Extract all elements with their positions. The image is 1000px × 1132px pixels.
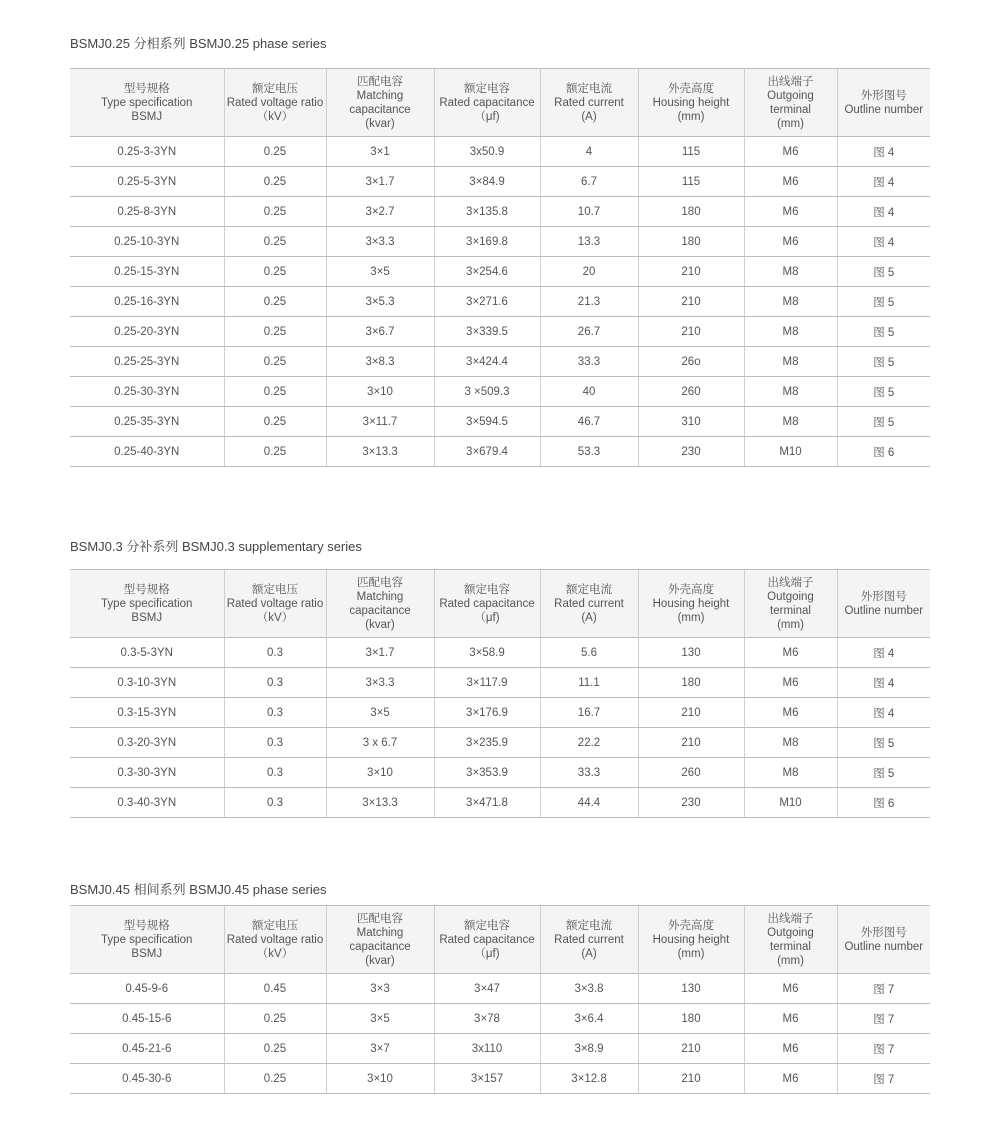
cell-housing-height: 130 (638, 974, 744, 1004)
header-line: 额定电压 (252, 583, 298, 596)
section-title: BSMJ0.45 相间系列 BSMJ0.45 phase series (70, 882, 327, 897)
header-line: 额定电容 (464, 82, 510, 95)
cell-rated-current: 3×8.9 (540, 1034, 638, 1064)
cell-outgoing-terminal: M8 (744, 758, 837, 788)
header-line: 额定电压 (252, 82, 298, 95)
table-row (70, 728, 930, 758)
header-line: （μf) (474, 611, 500, 624)
cell-matching-capacitance: 3×6.7 (326, 317, 434, 347)
header-rated-current (540, 906, 638, 974)
cell-matching-capacitance: 3×3.3 (326, 668, 434, 698)
cell-outline-number: 图 7 (837, 1034, 930, 1064)
cell-rated-current: 20 (540, 257, 638, 287)
header-line: (mm) (677, 611, 705, 624)
cell-outline-number: 图 5 (837, 407, 930, 437)
cell-outline-number: 图 4 (837, 227, 930, 257)
cell-matching-capacitance: 3×13.3 (326, 788, 434, 818)
header-line: (kvar) (365, 117, 395, 130)
cell-housing-height: 180 (638, 668, 744, 698)
cell-rated-current: 53.3 (540, 437, 638, 467)
cell-matching-capacitance: 3×5 (326, 698, 434, 728)
cell-matching-capacitance: 3×1 (326, 137, 434, 167)
table-row (70, 974, 930, 1004)
cell-matching-capacitance: 3×5.3 (326, 287, 434, 317)
spec-table (70, 905, 930, 1094)
header-line: 出线端子 (767, 912, 814, 925)
table-row (70, 227, 930, 257)
header-rated-capacitance (434, 906, 540, 974)
cell-type-specification: 0.25-10-3YN (70, 227, 224, 257)
header-line: Rated voltage ratio (226, 933, 324, 946)
header-line: Rated current (554, 597, 624, 610)
cell-outgoing-terminal: M6 (744, 1004, 837, 1034)
cell-rated-current: 21.3 (540, 287, 638, 317)
cell-housing-height: 260 (638, 758, 744, 788)
table-row (70, 1004, 930, 1034)
cell-outline-number: 图 6 (837, 437, 930, 467)
header-line: (mm) (777, 954, 804, 967)
header-line: 出线端子 (767, 75, 814, 88)
cell-rated-capacitance: 3x110 (434, 1034, 540, 1064)
cell-matching-capacitance: 3×3 (326, 974, 434, 1004)
cell-housing-height: 210 (638, 257, 744, 287)
header-rated-current (540, 69, 638, 137)
cell-type-specification: 0.25-35-3YN (70, 407, 224, 437)
table-row (70, 377, 930, 407)
header-line: BSMJ (131, 611, 163, 624)
cell-housing-height: 115 (638, 167, 744, 197)
header-type-specification (70, 570, 224, 638)
header-line: Outgoing terminal (767, 926, 814, 953)
cell-outgoing-terminal: M6 (744, 698, 837, 728)
cell-outline-number: 图 4 (837, 638, 930, 668)
header-line: capacitance (349, 103, 411, 116)
cell-rated-current: 3×12.8 (540, 1064, 638, 1094)
header-outline-number (837, 906, 930, 974)
table-row (70, 638, 930, 668)
cell-type-specification: 0.25-15-3YN (70, 257, 224, 287)
cell-outline-number: 图 5 (837, 728, 930, 758)
cell-matching-capacitance: 3×10 (326, 1064, 434, 1094)
table-row (70, 758, 930, 788)
header-housing-height (638, 570, 744, 638)
cell-housing-height: 230 (638, 788, 744, 818)
header-line: (A) (581, 947, 597, 960)
cell-rated-current: 6.7 (540, 167, 638, 197)
header-line: (mm) (777, 618, 804, 631)
cell-rated-capacitance: 3×84.9 (434, 167, 540, 197)
cell-outgoing-terminal: M10 (744, 788, 837, 818)
header-line: 外形图号 (860, 590, 907, 603)
cell-rated-capacitance: 3×117.9 (434, 668, 540, 698)
cell-housing-height: 180 (638, 227, 744, 257)
table-row (70, 287, 930, 317)
cell-rated-current: 26.7 (540, 317, 638, 347)
cell-type-specification: 0.45-21-6 (70, 1034, 224, 1064)
cell-rated-current: 33.3 (540, 347, 638, 377)
cell-type-specification: 0.25-8-3YN (70, 197, 224, 227)
cell-outgoing-terminal: M6 (744, 197, 837, 227)
header-line: 外形图号 (860, 926, 907, 939)
cell-rated-capacitance: 3×78 (434, 1004, 540, 1034)
header-line: 型号规格 (123, 583, 170, 596)
header-line: capacitance (349, 604, 411, 617)
table-row (70, 167, 930, 197)
cell-outline-number: 图 5 (837, 257, 930, 287)
section-title: BSMJ0.3 分补系列 BSMJ0.3 supplementary series (70, 539, 362, 554)
cell-outgoing-terminal: M6 (744, 227, 837, 257)
table-row (70, 668, 930, 698)
cell-outgoing-terminal: M6 (744, 668, 837, 698)
header-line: 额定电容 (464, 583, 510, 596)
cell-rated-capacitance: 3×679.4 (434, 437, 540, 467)
header-line: Housing height (652, 96, 730, 109)
cell-housing-height: 210 (638, 317, 744, 347)
cell-housing-height: 230 (638, 437, 744, 467)
cell-rated-voltage: 0.25 (224, 407, 326, 437)
cell-outline-number: 图 4 (837, 167, 930, 197)
header-outgoing-terminal (744, 906, 837, 974)
table-header-row (70, 570, 930, 638)
cell-rated-capacitance: 3×169.8 (434, 227, 540, 257)
header-line: Rated capacitance (439, 96, 535, 109)
cell-rated-voltage: 0.3 (224, 728, 326, 758)
cell-rated-current: 3×3.8 (540, 974, 638, 1004)
cell-rated-capacitance: 3×235.9 (434, 728, 540, 758)
header-line: Type specification (101, 96, 193, 109)
header-line: Outgoing terminal (767, 590, 814, 617)
cell-housing-height: 260 (638, 377, 744, 407)
header-line: Rated voltage ratio (226, 597, 324, 610)
header-rated-current (540, 570, 638, 638)
cell-rated-voltage: 0.25 (224, 137, 326, 167)
cell-rated-voltage: 0.25 (224, 257, 326, 287)
header-line: 外形图号 (860, 89, 907, 102)
header-line: 额定电容 (464, 919, 510, 932)
header-line: Rated current (554, 96, 624, 109)
table-row (70, 698, 930, 728)
cell-outgoing-terminal: M6 (744, 137, 837, 167)
cell-type-specification: 0.25-5-3YN (70, 167, 224, 197)
cell-rated-voltage: 0.25 (224, 167, 326, 197)
cell-housing-height: 210 (638, 698, 744, 728)
cell-type-specification: 0.25-3-3YN (70, 137, 224, 167)
cell-matching-capacitance: 3×3.3 (326, 227, 434, 257)
cell-matching-capacitance: 3×2.7 (326, 197, 434, 227)
cell-housing-height: 210 (638, 728, 744, 758)
cell-rated-current: 4 (540, 137, 638, 167)
cell-rated-capacitance: 3×424.4 (434, 347, 540, 377)
cell-outgoing-terminal: M6 (744, 1034, 837, 1064)
table-row (70, 347, 930, 377)
table-row (70, 137, 930, 167)
header-line: Housing height (652, 597, 730, 610)
header-line: (A) (581, 110, 597, 123)
table-row (70, 317, 930, 347)
cell-type-specification: 0.3-15-3YN (70, 698, 224, 728)
cell-matching-capacitance: 3×1.7 (326, 638, 434, 668)
spec-table (70, 68, 930, 467)
header-line: (mm) (677, 947, 705, 960)
cell-rated-current: 5.6 (540, 638, 638, 668)
header-rated-voltage (224, 906, 326, 974)
cell-type-specification: 0.3-10-3YN (70, 668, 224, 698)
header-type-specification (70, 906, 224, 974)
cell-matching-capacitance: 3 x 6.7 (326, 728, 434, 758)
cell-outline-number: 图 5 (837, 287, 930, 317)
cell-rated-voltage: 0.25 (224, 1004, 326, 1034)
cell-outline-number: 图 4 (837, 698, 930, 728)
cell-rated-voltage: 0.25 (224, 227, 326, 257)
header-outline-number (837, 69, 930, 137)
cell-type-specification: 0.3-40-3YN (70, 788, 224, 818)
cell-rated-voltage: 0.25 (224, 197, 326, 227)
cell-type-specification: 0.25-30-3YN (70, 377, 224, 407)
header-line: （kV） (256, 611, 294, 624)
cell-rated-capacitance: 3×471.8 (434, 788, 540, 818)
header-line: 匹配电容 (357, 576, 403, 589)
header-line: (A) (581, 611, 597, 624)
cell-type-specification: 0.25-20-3YN (70, 317, 224, 347)
cell-type-specification: 0.45-9-6 (70, 974, 224, 1004)
cell-outline-number: 图 5 (837, 758, 930, 788)
cell-rated-current: 44.4 (540, 788, 638, 818)
cell-type-specification: 0.3-30-3YN (70, 758, 224, 788)
cell-rated-current: 22.2 (540, 728, 638, 758)
header-line: （kV） (256, 110, 294, 123)
cell-outline-number: 图 5 (837, 347, 930, 377)
cell-outgoing-terminal: M8 (744, 257, 837, 287)
cell-rated-voltage: 0.25 (224, 317, 326, 347)
header-rated-voltage (224, 570, 326, 638)
cell-type-specification: 0.25-16-3YN (70, 287, 224, 317)
cell-matching-capacitance: 3×13.3 (326, 437, 434, 467)
cell-type-specification: 0.45-15-6 (70, 1004, 224, 1034)
cell-rated-capacitance: 3×353.9 (434, 758, 540, 788)
cell-housing-height: 210 (638, 1064, 744, 1094)
header-line: Outgoing terminal (767, 89, 814, 116)
cell-matching-capacitance: 3×5 (326, 257, 434, 287)
header-line: BSMJ (131, 110, 163, 123)
table-row (70, 1034, 930, 1064)
cell-outgoing-terminal: M8 (744, 317, 837, 347)
cell-housing-height: 210 (638, 287, 744, 317)
header-outgoing-terminal (744, 69, 837, 137)
cell-rated-voltage: 0.25 (224, 1064, 326, 1094)
cell-rated-capacitance: 3×271.6 (434, 287, 540, 317)
header-line: Outline number (844, 940, 924, 953)
cell-matching-capacitance: 3×5 (326, 1004, 434, 1034)
cell-housing-height: 115 (638, 137, 744, 167)
cell-outline-number: 图 5 (837, 377, 930, 407)
cell-housing-height: 130 (638, 638, 744, 668)
cell-outline-number: 图 7 (837, 1064, 930, 1094)
cell-outgoing-terminal: M8 (744, 287, 837, 317)
header-line: 型号规格 (123, 82, 170, 95)
header-housing-height (638, 69, 744, 137)
cell-outline-number: 图 4 (837, 668, 930, 698)
cell-outline-number: 图 5 (837, 317, 930, 347)
cell-rated-capacitance: 3x50.9 (434, 137, 540, 167)
cell-rated-voltage: 0.25 (224, 437, 326, 467)
header-line: 额定电压 (252, 919, 298, 932)
header-rated-voltage (224, 69, 326, 137)
cell-matching-capacitance: 3×10 (326, 377, 434, 407)
header-line: (mm) (777, 117, 804, 130)
cell-rated-current: 46.7 (540, 407, 638, 437)
table-row (70, 1064, 930, 1094)
cell-rated-current: 16.7 (540, 698, 638, 728)
header-line: Rated current (554, 933, 624, 946)
cell-rated-current: 10.7 (540, 197, 638, 227)
table-row (70, 437, 930, 467)
header-line: (kvar) (365, 954, 395, 967)
table-row (70, 257, 930, 287)
cell-rated-voltage: 0.3 (224, 758, 326, 788)
header-line: 匹配电容 (357, 912, 403, 925)
cell-rated-current: 40 (540, 377, 638, 407)
cell-type-specification: 0.45-30-6 (70, 1064, 224, 1094)
table-header-row (70, 906, 930, 974)
header-line: （μf) (474, 947, 500, 960)
cell-outgoing-terminal: M8 (744, 407, 837, 437)
cell-rated-voltage: 0.3 (224, 638, 326, 668)
header-rated-capacitance (434, 570, 540, 638)
header-line: Type specification (101, 933, 193, 946)
cell-rated-capacitance: 3×176.9 (434, 698, 540, 728)
header-housing-height (638, 906, 744, 974)
header-line: Housing height (652, 933, 730, 946)
cell-rated-voltage: 0.25 (224, 287, 326, 317)
cell-type-specification: 0.25-40-3YN (70, 437, 224, 467)
header-rated-capacitance (434, 69, 540, 137)
cell-rated-capacitance: 3×339.5 (434, 317, 540, 347)
cell-housing-height: 310 (638, 407, 744, 437)
cell-rated-capacitance: 3×157 (434, 1064, 540, 1094)
header-line: Matching (356, 89, 404, 102)
header-line: 额定电流 (566, 583, 612, 596)
header-matching-capacitance (326, 570, 434, 638)
header-matching-capacitance (326, 906, 434, 974)
cell-outline-number: 图 7 (837, 1004, 930, 1034)
cell-outgoing-terminal: M6 (744, 638, 837, 668)
table-header-row (70, 69, 930, 137)
header-line: Matching (356, 926, 404, 939)
header-outline-number (837, 570, 930, 638)
table-row (70, 197, 930, 227)
header-line: capacitance (349, 940, 411, 953)
header-line: Outline number (844, 604, 924, 617)
cell-matching-capacitance: 3×8.3 (326, 347, 434, 377)
cell-matching-capacitance: 3×11.7 (326, 407, 434, 437)
header-line: 额定电流 (566, 82, 612, 95)
header-line: （μf) (474, 110, 500, 123)
header-line: BSMJ (131, 947, 163, 960)
cell-housing-height: 180 (638, 1004, 744, 1034)
header-line: Type specification (101, 597, 193, 610)
header-line: Outline number (844, 103, 924, 116)
cell-rated-current: 3×6.4 (540, 1004, 638, 1034)
cell-rated-voltage: 0.3 (224, 668, 326, 698)
header-line: 额定电流 (566, 919, 612, 932)
cell-outline-number: 图 4 (837, 197, 930, 227)
cell-rated-voltage: 0.45 (224, 974, 326, 1004)
header-line: 型号规格 (123, 919, 170, 932)
cell-housing-height: 210 (638, 1034, 744, 1064)
cell-matching-capacitance: 3×7 (326, 1034, 434, 1064)
header-line: （kV） (256, 947, 294, 960)
cell-outgoing-terminal: M6 (744, 167, 837, 197)
header-matching-capacitance (326, 69, 434, 137)
header-line: 匹配电容 (357, 75, 403, 88)
cell-outgoing-terminal: M6 (744, 1064, 837, 1094)
cell-outgoing-terminal: M6 (744, 974, 837, 1004)
section-title: BSMJ0.25 分相系列 BSMJ0.25 phase series (70, 36, 327, 51)
header-line: 外壳高度 (668, 583, 714, 596)
cell-housing-height: 180 (638, 197, 744, 227)
cell-rated-capacitance: 3×594.5 (434, 407, 540, 437)
header-outgoing-terminal (744, 570, 837, 638)
cell-rated-voltage: 0.25 (224, 1034, 326, 1064)
header-line: 外壳高度 (668, 82, 714, 95)
cell-rated-current: 11.1 (540, 668, 638, 698)
cell-outgoing-terminal: M8 (744, 377, 837, 407)
header-line: Rated voltage ratio (226, 96, 324, 109)
header-line: 出线端子 (767, 576, 814, 589)
cell-rated-capacitance: 3×47 (434, 974, 540, 1004)
header-type-specification (70, 69, 224, 137)
cell-type-specification: 0.25-25-3YN (70, 347, 224, 377)
header-line: (mm) (677, 110, 705, 123)
cell-housing-height: 26o (638, 347, 744, 377)
header-line: Rated capacitance (439, 597, 535, 610)
cell-outline-number: 图 7 (837, 974, 930, 1004)
cell-outgoing-terminal: M8 (744, 728, 837, 758)
header-line: Matching (356, 590, 404, 603)
cell-type-specification: 0.3-5-3YN (70, 638, 224, 668)
cell-rated-voltage: 0.25 (224, 377, 326, 407)
cell-rated-voltage: 0.25 (224, 347, 326, 377)
cell-matching-capacitance: 3×1.7 (326, 167, 434, 197)
cell-rated-capacitance: 3×135.8 (434, 197, 540, 227)
cell-type-specification: 0.3-20-3YN (70, 728, 224, 758)
header-line: 外壳高度 (668, 919, 714, 932)
cell-outline-number: 图 4 (837, 137, 930, 167)
spec-table (70, 569, 930, 818)
table-row (70, 407, 930, 437)
cell-rated-voltage: 0.3 (224, 698, 326, 728)
cell-rated-current: 13.3 (540, 227, 638, 257)
cell-outgoing-terminal: M10 (744, 437, 837, 467)
cell-outline-number: 图 6 (837, 788, 930, 818)
cell-rated-current: 33.3 (540, 758, 638, 788)
cell-rated-capacitance: 3 ×509.3 (434, 377, 540, 407)
cell-matching-capacitance: 3×10 (326, 758, 434, 788)
cell-outgoing-terminal: M8 (744, 347, 837, 377)
cell-rated-capacitance: 3×254.6 (434, 257, 540, 287)
cell-rated-voltage: 0.3 (224, 788, 326, 818)
cell-rated-capacitance: 3×58.9 (434, 638, 540, 668)
table-row (70, 788, 930, 818)
header-line: Rated capacitance (439, 933, 535, 946)
header-line: (kvar) (365, 618, 395, 631)
